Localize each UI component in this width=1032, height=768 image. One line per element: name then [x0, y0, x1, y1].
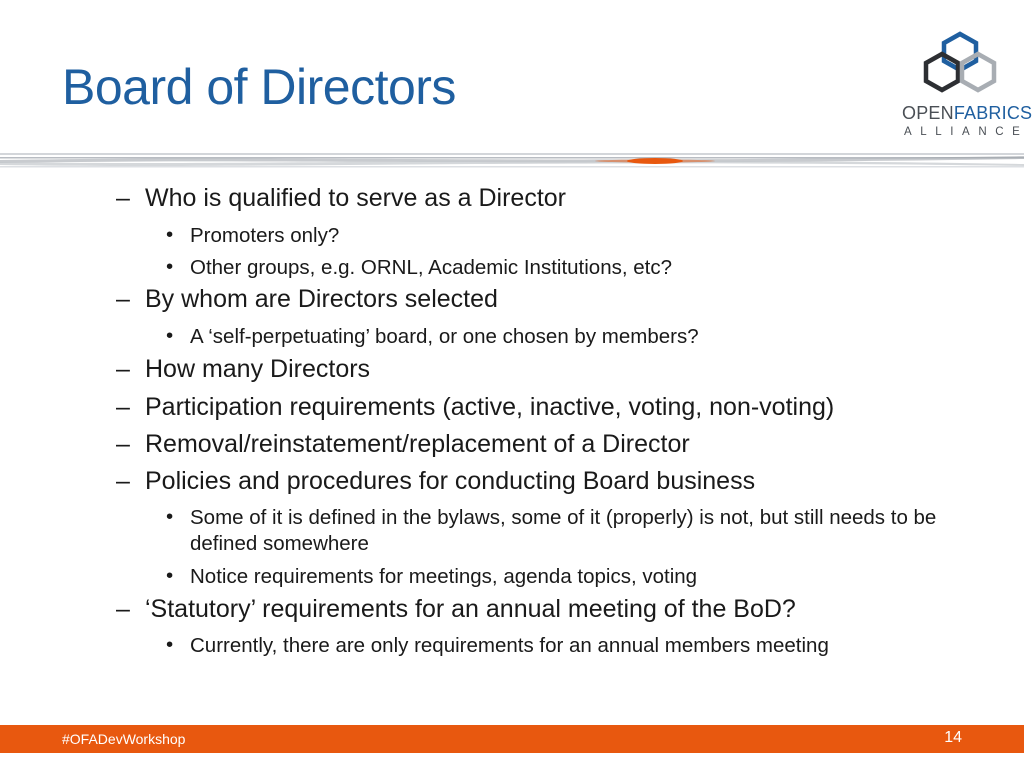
- sub-bullet-text: Currently, there are only requirements for an annual members meeting: [190, 634, 829, 657]
- bullet-text: Who is qualified to serve as a Director: [145, 184, 567, 212]
- bullet-text: Removal/reinstatement/replacement of a Director: [145, 430, 690, 458]
- bullet-text: Policies and procedures for conducting Board business: [145, 467, 756, 495]
- slide-title: Board of Directors: [62, 59, 456, 115]
- dash-marker: –: [116, 467, 130, 495]
- dash-marker: –: [116, 285, 130, 313]
- dash-marker: –: [116, 595, 130, 623]
- bullet-text: ‘Statutory’ requirements for an annual meeting of the BoD?: [145, 595, 796, 623]
- dash-marker: –: [116, 430, 130, 458]
- sub-bullet-text: Other groups, e.g. ORNL, Academic Institutions, etc?: [190, 256, 672, 279]
- hexagon-logo-icon: [914, 30, 1004, 102]
- bullet-marker: •: [166, 505, 174, 528]
- logo-word-fabrics: FABRICS: [953, 103, 1032, 123]
- logo-wordmark: [902, 103, 1032, 124]
- dash-marker: –: [116, 393, 130, 421]
- bullet-text: By whom are Directors selected: [145, 285, 498, 313]
- title-divider: [0, 150, 1024, 172]
- logo-subtitle: ALLIANCE: [904, 126, 1029, 138]
- bullet-marker: •: [166, 564, 174, 587]
- page-number: 14: [944, 729, 962, 746]
- bullet-marker: •: [166, 633, 174, 656]
- bullet-marker: •: [166, 324, 174, 347]
- openfabrics-logo: [900, 30, 1032, 140]
- footer-margin: [0, 753, 1024, 768]
- dash-marker: –: [116, 355, 130, 383]
- sub-bullet-text: A ‘self-perpetuating’ board, or one chosen by members?: [190, 325, 699, 348]
- footer-bar: [0, 725, 1024, 753]
- bullet-text: How many Directors: [145, 355, 371, 383]
- sub-bullet-text: Notice requirements for meetings, agenda topics, voting: [190, 565, 698, 588]
- sub-bullet-text: Promoters only?: [190, 224, 340, 247]
- footer-hashtag: #OFADevWorkshop: [62, 731, 186, 747]
- bullet-marker: •: [166, 255, 174, 278]
- bullet-text: Participation requirements (active, inactive, voting, non-voting): [145, 393, 835, 421]
- dash-marker: –: [116, 184, 130, 212]
- bullet-marker: •: [166, 223, 174, 246]
- logo-word-open: OPEN: [902, 103, 954, 123]
- sub-bullet-text: Some of it is defined in the bylaws, some of it (properly) is not, but still needs to be defined somewhere: [190, 506, 937, 555]
